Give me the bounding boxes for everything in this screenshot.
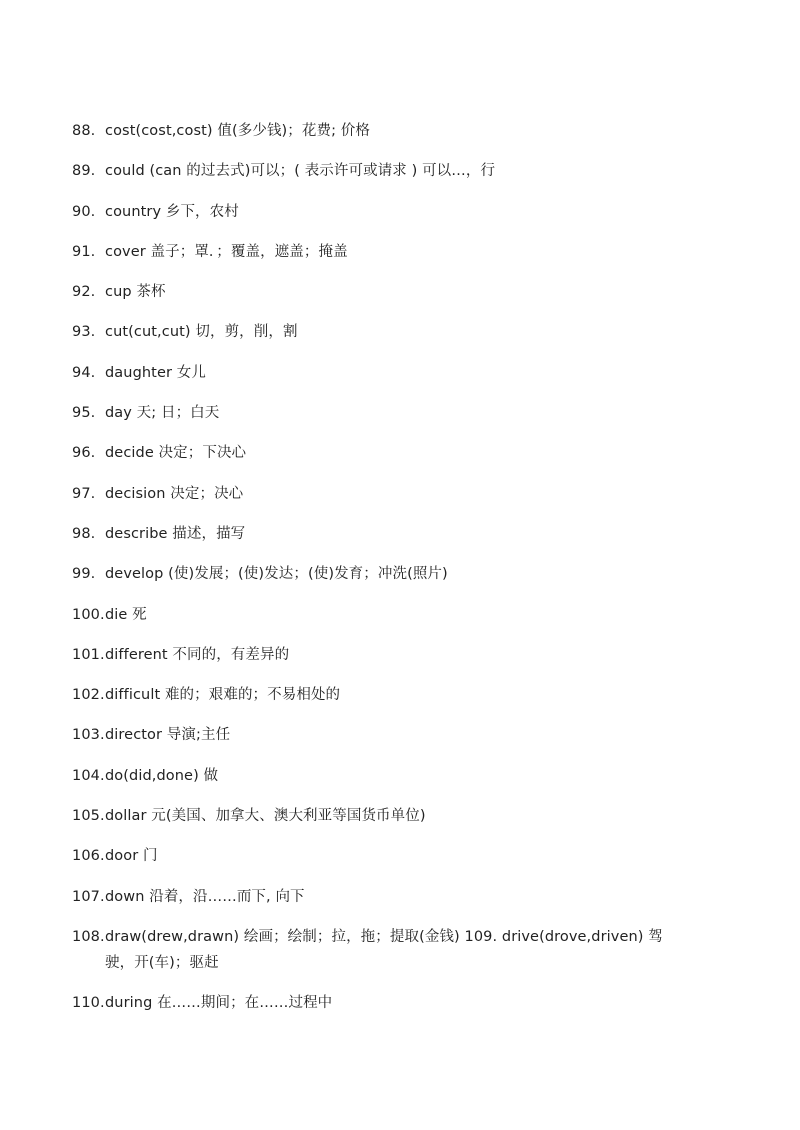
list-item: [72, 440, 692, 480]
list-item: [72, 561, 692, 601]
list-item: [72, 239, 692, 279]
entry-number: 97.: [72, 485, 96, 502]
entry-number: 103.: [72, 727, 105, 744]
entry-number: 91.: [72, 243, 96, 260]
entry-text: daughter 女儿: [105, 364, 206, 381]
entry-text: cup 茶杯: [105, 284, 166, 301]
entry-number: 104.: [72, 767, 105, 784]
list-item: [72, 521, 692, 561]
entry-text: do(did,done) 做: [105, 767, 219, 784]
entry-text: decide 决定；下决心: [105, 445, 247, 462]
entry-text: die 死: [105, 606, 147, 623]
entry-text: difficult 难的；艰难的；不易相处的: [105, 687, 341, 704]
list-item: [72, 400, 692, 440]
list-item: [72, 990, 692, 1030]
entry-number: 90.: [72, 203, 96, 220]
list-item: [72, 803, 692, 843]
entry-text: down 沿着，沿……而下, 向下: [105, 888, 305, 905]
list-item: [72, 481, 692, 521]
entry-number: 100.: [72, 606, 105, 623]
entry-text: during 在……期间；在……过程中: [105, 994, 333, 1011]
list-item: [72, 722, 692, 762]
entry-text: draw(drew,drawn) 绘画；绘制；拉，拖；提取(金钱) 109. drive(drove,driven) 驾驶，开(车)；驱赶: [105, 928, 663, 971]
list-item: [72, 642, 692, 682]
entry-number: 96.: [72, 445, 96, 462]
entry-text: decision 决定；决心: [105, 485, 244, 502]
entry-text: different 不同的，有差异的: [105, 646, 290, 663]
entry-number: 110.: [72, 994, 105, 1011]
list-item: [72, 682, 692, 722]
entry-number: 95.: [72, 405, 96, 422]
entry-number: 88.: [72, 123, 96, 139]
list-item: [72, 199, 692, 239]
entry-text: could (can 的过去式)可以；( 表示许可或请求 ) 可以…，行: [105, 163, 496, 180]
entry-number: 106.: [72, 848, 105, 865]
entry-number: 99.: [72, 566, 96, 583]
entry-number: 93.: [72, 324, 96, 341]
list-item: [72, 884, 692, 924]
entry-number: 105.: [72, 808, 105, 825]
entry-number: 101.: [72, 646, 105, 663]
list-item: [72, 924, 692, 990]
entry-text: describe 描述，描写: [105, 525, 246, 542]
list-item: [72, 158, 692, 198]
list-item: [72, 118, 692, 158]
entry-text: develop (使)发展；(使)发达；(使)发育；冲洗(照片): [105, 566, 448, 583]
entry-number: 108.: [72, 928, 105, 945]
entry-number: 102.: [72, 687, 105, 704]
entry-number: 94.: [72, 364, 96, 381]
entry-text: cost(cost,cost) 值(多少钱)；花费; 价格: [105, 123, 370, 139]
entry-text: cover 盖子；罩．；覆盖，遮盖；掩盖: [105, 243, 348, 260]
entry-number: 89.: [72, 163, 96, 180]
entry-text: cut(cut,cut) 切，剪，削，割: [105, 324, 298, 341]
entry-text: door 门: [105, 848, 158, 865]
list-item: [72, 843, 692, 883]
list-item: [72, 763, 692, 803]
vocabulary-list: [72, 118, 692, 1030]
list-item: [72, 602, 692, 642]
entry-text: director 导演;主任: [105, 727, 231, 744]
entry-text: dollar 元(美国、加拿大、澳大利亚等国货币单位): [105, 808, 426, 825]
entry-number: 92.: [72, 284, 96, 301]
entry-number: 98.: [72, 525, 96, 542]
entry-number: 107.: [72, 888, 105, 905]
list-item: [72, 319, 692, 359]
list-item: [72, 360, 692, 400]
list-item: [72, 279, 692, 319]
entry-text: day 天; 日；白天: [105, 405, 220, 422]
entry-text: country 乡下，农村: [105, 203, 239, 220]
